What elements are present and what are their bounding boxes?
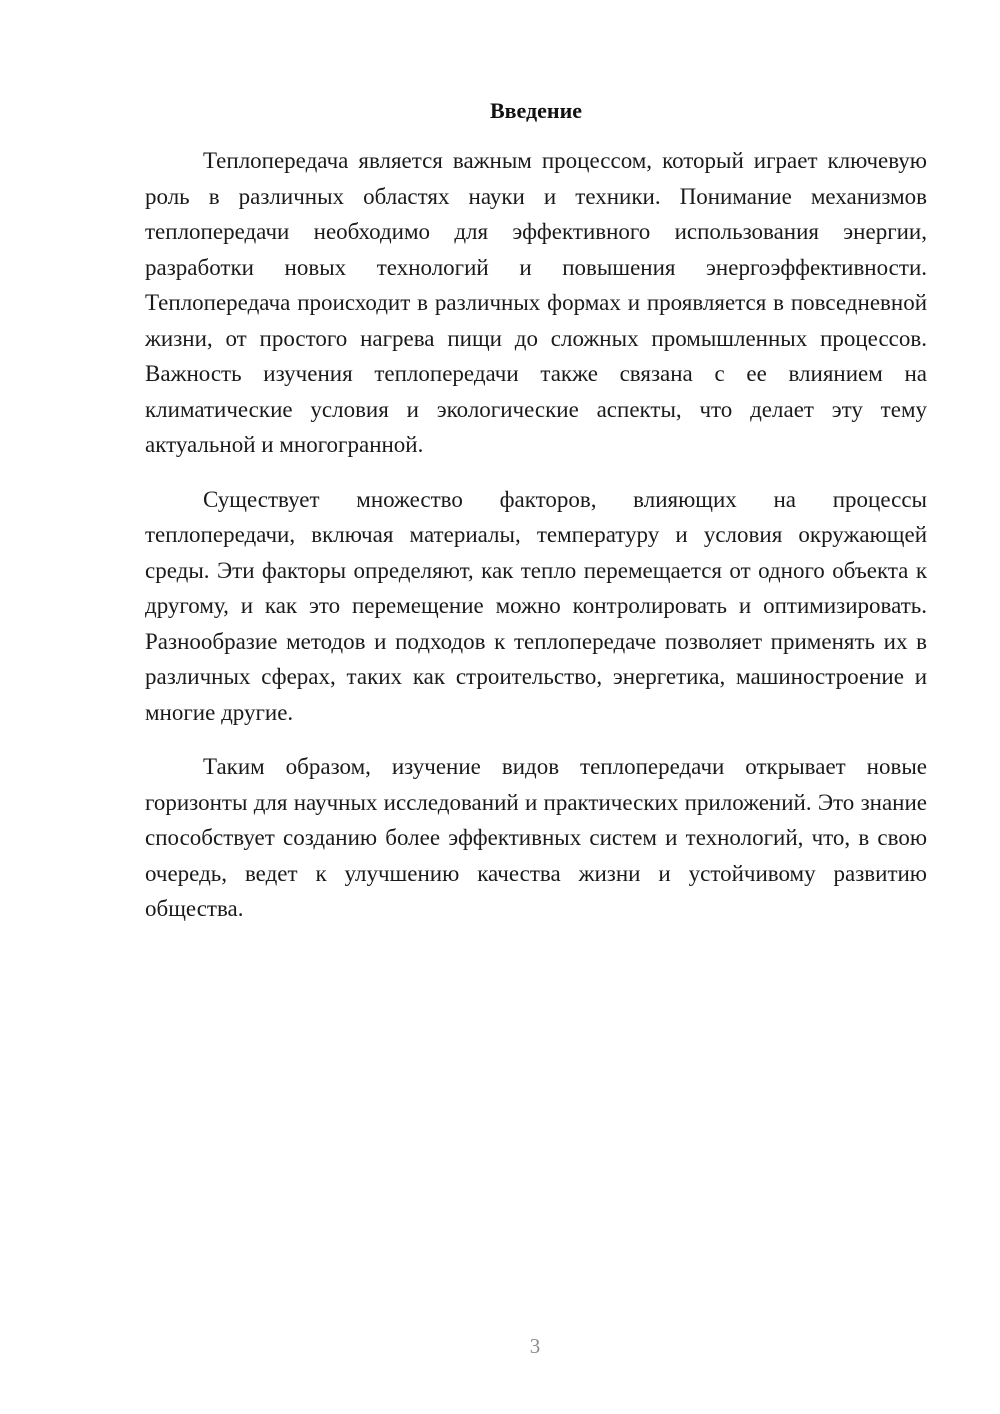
paragraph-3: Таким образом, изучение видов теплопередачи открывает новые горизонты для научных исследований и практических приложений. Это знание способствует созданию более эффективных систем и технологий, что, в свою очередь, ведет к улучшению качества жизни и устойчивому развитию общества. [145, 754, 927, 921]
paragraph-2: Существует множество факторов, влияющих на процессы теплопередачи, включая материалы, температуру и условия окружающей среды. Эти факторы определяют, как тепло перемещается от одного объекта к другому, и как это перемещение можно контролировать и оптимизировать. Разнообразие методов и подходов к теплопередаче позволяет применять их в различных сферах, таких как строительство, энергетика, машиностроение и многие другие. [145, 486, 927, 725]
page-content [145, 96, 927, 927]
page-number: 3 [529, 1334, 541, 1358]
section-title: Введение [489, 98, 583, 123]
paragraph-1: Теплопередача является важным процессом, который играет ключевую роль в различных областях науки и техники. Понимание механизмов теплопередачи необходимо для эффективного использования энергии, разработки новых технологий и повышения энергоэффективности. Теплопередача происходит в различных формах и проявляется в повседневной жизни, от простого нагрева пищи до сложных промышленных процессов. Важность изучения теплопередачи также связана с ее влиянием на климатические условия и экологические аспекты, что делает эту тему актуальной и многогранной. [145, 148, 927, 457]
